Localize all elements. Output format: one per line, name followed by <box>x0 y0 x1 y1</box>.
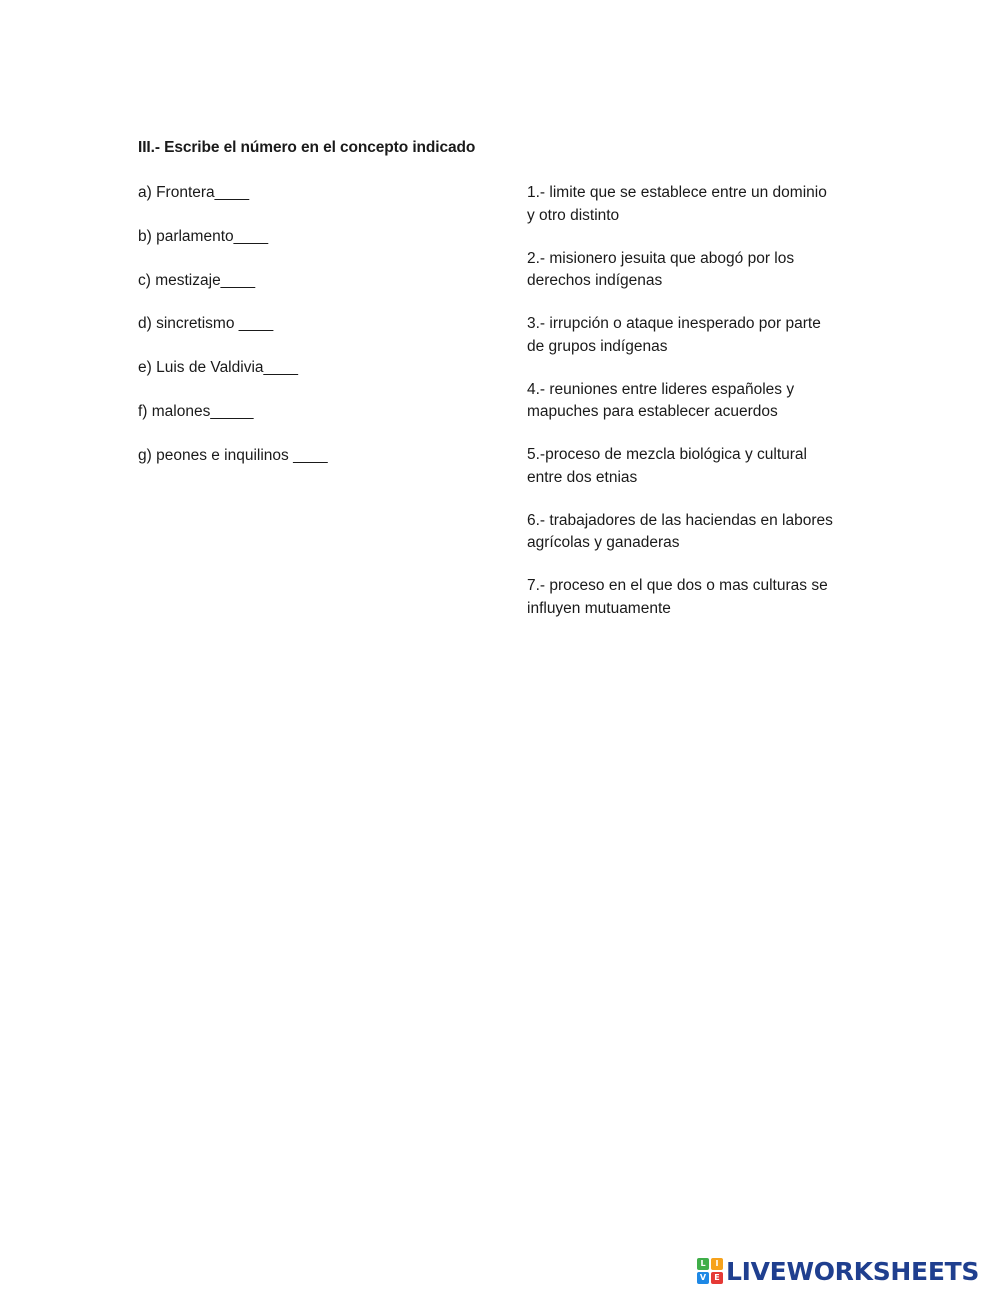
concept-item: c) mestizaje____ <box>138 271 256 289</box>
definition-item <box>527 510 867 555</box>
definition-line: agrícolas y ganaderas <box>527 534 680 551</box>
definition-line: 2.- misionero jesuita que abogó por los <box>527 249 795 267</box>
concept-item: e) Luis de Valdivia____ <box>138 359 298 377</box>
concept-item: d) sincretismo ____ <box>138 315 274 333</box>
definition-line: 4.- reuniones entre lideres españoles y <box>527 380 795 398</box>
definition-line: 3.- irrupción o ataque inesperado por parte <box>527 315 821 332</box>
concept-item: a) Frontera____ <box>138 184 250 201</box>
definition-item <box>527 182 867 227</box>
concept-item: g) peones e inquilinos ____ <box>138 446 328 464</box>
definition-item <box>527 248 867 293</box>
definition-line: entre dos etnias <box>527 468 638 486</box>
concepts-list <box>138 183 498 490</box>
definition-line: 5.-proceso de mezcla biológica y cultural <box>527 446 807 463</box>
definition-line: de grupos indígenas <box>527 337 668 355</box>
definition-item <box>527 379 867 424</box>
logo-letter-l: L <box>697 1258 709 1270</box>
worksheet-title: III.- Escribe el número en el concepto indicado <box>138 139 476 156</box>
definition-line: derechos indígenas <box>527 272 663 289</box>
definition-line: mapuches para establecer acuerdos <box>527 403 778 420</box>
definition-line: 6.- trabajadores de las haciendas en labores <box>527 511 833 529</box>
definition-line: influyen mutuamente <box>527 599 671 617</box>
logo-letter-i: I <box>711 1258 723 1270</box>
definitions-list <box>527 182 867 641</box>
logo-mark-icon <box>697 1258 723 1284</box>
definition-line: 7.- proceso en el que dos o mas culturas se <box>527 577 828 594</box>
concept-item: f) malones_____ <box>138 402 254 420</box>
logo-letter-v: V <box>697 1272 709 1284</box>
liveworksheets-logo <box>697 1256 979 1286</box>
definition-item <box>527 575 867 620</box>
definition-item <box>527 444 867 489</box>
definition-line: 1.- limite que se establece entre un dominio <box>527 184 827 201</box>
logo-letter-e: E <box>711 1272 723 1284</box>
definition-line: y otro distinto <box>527 206 620 224</box>
definition-item <box>527 313 867 358</box>
logo-text: LIVEWORKSHEETS <box>726 1256 980 1286</box>
concept-item: b) parlamento____ <box>138 227 269 245</box>
